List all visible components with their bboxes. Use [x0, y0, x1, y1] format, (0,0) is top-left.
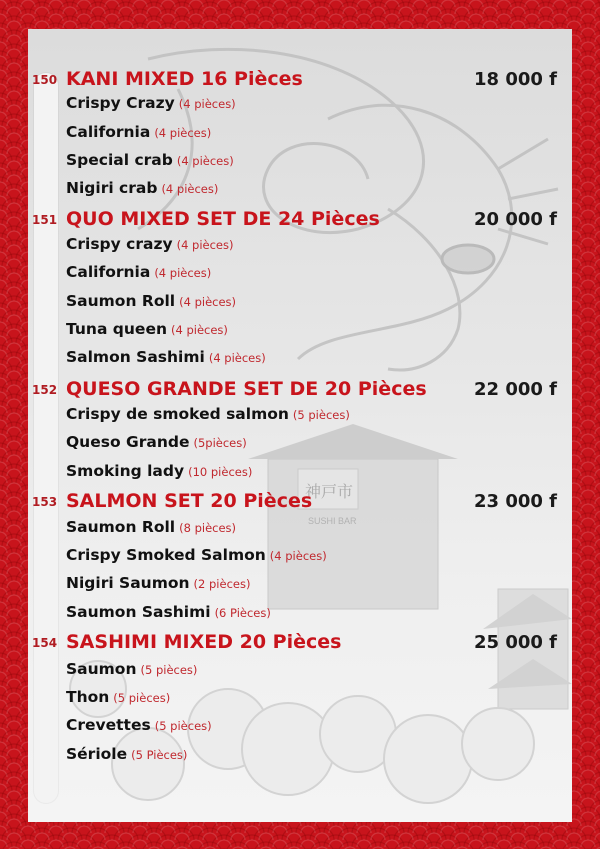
list-item: [66, 602, 271, 624]
list-item: [66, 404, 350, 426]
menu-list: [28, 29, 572, 822]
set-title: SASHIMI MIXED 20 Pièces: [66, 631, 342, 653]
item-qty: (5 pièces): [292, 408, 350, 422]
set-price: 18 000 f: [474, 69, 557, 90]
item-name: Crevettes: [66, 716, 151, 734]
set-title: SALMON SET 20 Pièces: [66, 490, 313, 512]
list-item: [66, 178, 218, 200]
list-item: [66, 347, 266, 369]
sign-subtext: SUSHI BAR: [308, 516, 357, 526]
item-qty: (6 Pièces): [214, 606, 271, 620]
item-qty: (4 pièces): [176, 238, 234, 252]
item-qty: (4 pièces): [179, 295, 237, 309]
sign-text: 神戸市: [305, 482, 354, 501]
list-item: [66, 517, 236, 539]
set-price: 25 000 f: [474, 632, 557, 653]
list-item: [66, 573, 250, 595]
item-name: California: [66, 123, 151, 141]
item-qty: (4 pièces): [176, 154, 234, 168]
item-qty: (8 pièces): [179, 521, 237, 535]
item-name: Thon: [66, 688, 110, 706]
set-price: 20 000 f: [474, 209, 557, 230]
list-item: [66, 319, 228, 341]
item-name: Saumon Roll: [66, 292, 176, 310]
item-name: Crispy Smoked Salmon: [66, 546, 266, 564]
list-item: [66, 715, 212, 737]
set-title: KANI MIXED 16 Pièces: [66, 68, 303, 90]
item-name: Nigiri crab: [66, 179, 158, 197]
item-qty: (4 pièces): [161, 182, 219, 196]
item-name: Saumon Sashimi: [66, 603, 211, 621]
set-number: 152: [32, 383, 58, 397]
list-item: [66, 432, 247, 454]
set-price: 23 000 f: [474, 491, 557, 512]
set-header-152: [28, 373, 572, 401]
item-name: Nigiri Saumon: [66, 574, 190, 592]
item-name: Saumon Roll: [66, 518, 176, 536]
item-qty: (5 pièces): [154, 719, 212, 733]
list-item: [66, 687, 170, 709]
set-number: 154: [32, 636, 58, 650]
item-name: Smoking lady: [66, 462, 185, 480]
set-header-154: [28, 626, 572, 654]
set-header-150: [28, 63, 572, 91]
item-name: Crispy de smoked salmon: [66, 405, 289, 423]
item-name: Crispy crazy: [66, 235, 173, 253]
list-item: [66, 150, 234, 172]
item-qty: (5 pièces): [113, 691, 171, 705]
menu-panel: [28, 29, 572, 822]
list-item: [66, 122, 211, 144]
set-number: 153: [32, 495, 58, 509]
list-item: [66, 744, 187, 766]
item-name: Sériole: [66, 745, 128, 763]
list-item: [66, 291, 236, 313]
item-qty: (4 pièces): [178, 97, 236, 111]
item-qty: (5 Pièces): [131, 748, 188, 762]
item-name: Crispy Crazy: [66, 94, 175, 112]
list-item: [66, 234, 233, 256]
item-qty: (10 pièces): [188, 465, 253, 479]
item-name: Tuna queen: [66, 320, 167, 338]
set-number: 150: [32, 73, 58, 87]
item-name: Special crab: [66, 151, 173, 169]
set-number: 151: [32, 213, 58, 227]
set-price: 22 000 f: [474, 379, 557, 400]
list-item: [66, 659, 197, 681]
item-name: California: [66, 263, 151, 281]
item-qty: (5 pièces): [140, 663, 198, 677]
list-item: [66, 461, 252, 483]
set-title: QUESO GRANDE SET DE 20 Pièces: [66, 378, 427, 400]
item-qty: (5pièces): [193, 436, 247, 450]
set-header-153: [28, 485, 572, 513]
set-header-151: [28, 203, 572, 231]
item-qty: (4 pièces): [208, 351, 266, 365]
item-qty: (4 pièces): [154, 266, 212, 280]
item-qty: (4 pièces): [171, 323, 228, 337]
item-name: Queso Grande: [66, 433, 190, 451]
item-name: Saumon: [66, 660, 137, 678]
list-item: [66, 262, 211, 284]
item-qty: (2 pièces): [193, 577, 251, 591]
list-item: [66, 93, 236, 115]
item-qty: (4 pièces): [154, 126, 212, 140]
list-item: [66, 545, 327, 567]
item-qty: (4 pièces): [269, 549, 327, 563]
item-name: Salmon Sashimi: [66, 348, 205, 366]
set-title: QUO MIXED SET DE 24 Pièces: [66, 208, 380, 230]
